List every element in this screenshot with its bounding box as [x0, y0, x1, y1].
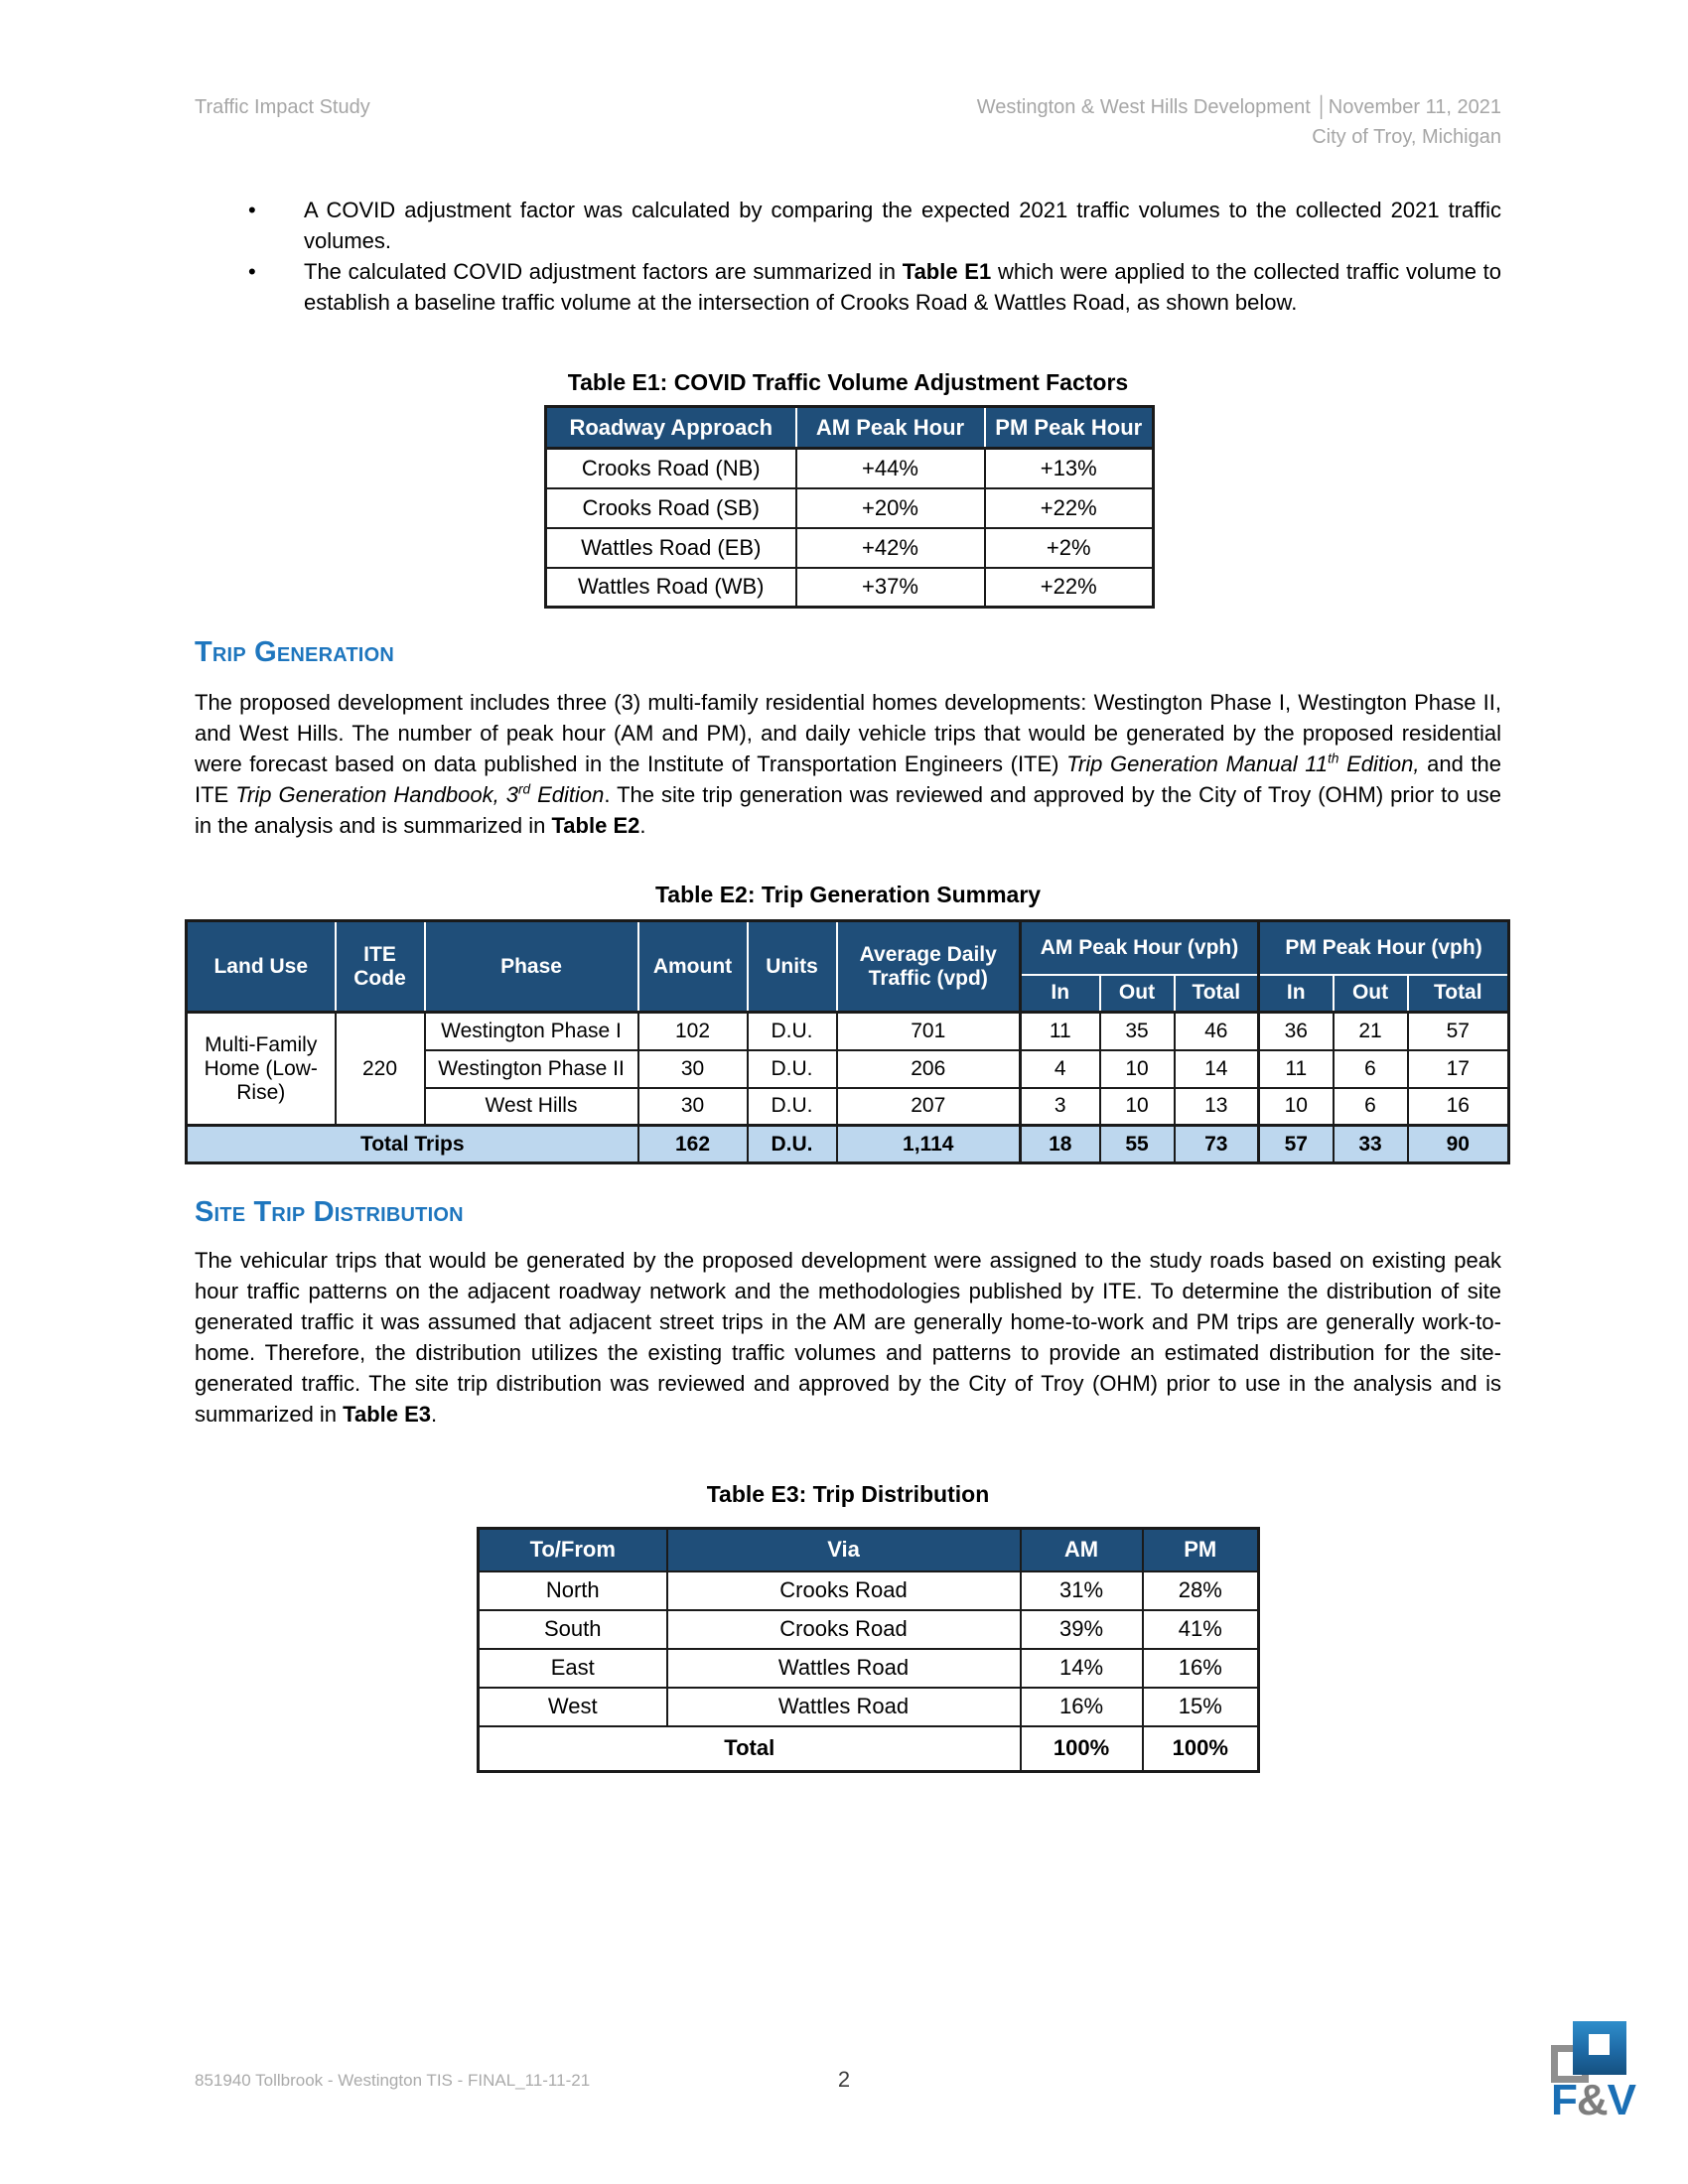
table-cell: 18 [1021, 1126, 1100, 1163]
fv-logo [1551, 2021, 1654, 2130]
footer-file-label: 851940 Tollbrook - Westington TIS - FINAL_11-11-21 [195, 2071, 591, 2090]
table-cell: D.U. [748, 1126, 837, 1163]
text-segment: . The site trip generation was reviewed and approved by the City of Troy (OHM) prior to use in the analysis and is summarized in [195, 782, 1501, 838]
table-row [546, 528, 1154, 568]
table-cell: 41% [1143, 1610, 1259, 1649]
table-cell: West [479, 1688, 667, 1726]
text-segment: Table E1 [902, 259, 992, 284]
text-segment: th [1328, 751, 1339, 766]
text-segment: Edition, [1338, 751, 1420, 776]
bullet-item [195, 256, 1501, 318]
column-header: Out [1334, 975, 1408, 1013]
column-group-header-am: AM Peak Hour (vph) [1021, 921, 1259, 975]
page-number: 2 [837, 2067, 851, 2092]
table-cell: 10 [1259, 1088, 1334, 1126]
table-cell: 46 [1175, 1013, 1259, 1050]
text-segment: . [431, 1402, 438, 1427]
table-total-row [187, 1126, 1509, 1163]
column-header: Land Use [187, 921, 336, 1013]
table-e1-title: Table E1: COVID Traffic Volume Adjustment Factors [567, 369, 1129, 395]
table-cell: +44% [796, 449, 985, 488]
logo-ampersand: & [1576, 2076, 1608, 2124]
table-header-row [546, 407, 1154, 449]
logo-square-hole [1589, 2034, 1610, 2055]
table-cell: 102 [638, 1013, 748, 1050]
column-header: PM [1143, 1529, 1259, 1571]
table-cell: Wattles Road [667, 1649, 1021, 1688]
table-cell: 11 [1259, 1050, 1334, 1088]
header-city-line: City of Troy, Michigan [1312, 126, 1501, 148]
logo-text [1551, 2077, 1635, 2124]
table-cell: +13% [985, 449, 1154, 488]
table-cell: North [479, 1571, 667, 1610]
table-cell: Wattles Road (EB) [546, 528, 796, 568]
table-header-row [479, 1529, 1259, 1571]
table-row [546, 568, 1154, 608]
column-header: Units [748, 921, 837, 1013]
page-header [195, 92, 1501, 152]
table-cell: +42% [796, 528, 985, 568]
table-cell: 15% [1143, 1688, 1259, 1726]
table-cell: 57 [1259, 1126, 1334, 1163]
table-cell: 701 [837, 1013, 1021, 1050]
table-cell: 4 [1021, 1050, 1100, 1088]
text-segment: rd [517, 781, 531, 797]
bullet-item [195, 195, 1501, 256]
text-segment: The calculated COVID adjustment factors are summarized in [304, 259, 903, 284]
table-cell: Westington Phase II [425, 1050, 638, 1088]
text-segment: Edition [530, 782, 605, 807]
table-cell: 3 [1021, 1088, 1100, 1126]
table-row [479, 1649, 1259, 1688]
table-cell: 1,114 [837, 1126, 1021, 1163]
column-group-header-pm: PM Peak Hour (vph) [1259, 921, 1509, 975]
column-header: Out [1100, 975, 1175, 1013]
column-header: PM Peak Hour [985, 407, 1154, 449]
table-cell: Crooks Road (NB) [546, 449, 796, 488]
text-segment: and the ITE [195, 751, 1502, 807]
table-e2-title: Table E2: Trip Generation Summary [654, 882, 1042, 907]
table-cell: Wattles Road (WB) [546, 568, 796, 608]
table-cell: 10 [1100, 1088, 1175, 1126]
column-header: ITE Code [336, 921, 425, 1013]
table-row [546, 488, 1154, 528]
text-segment: which were applied to the collected traffic volume to establish a baseline traffic volume at the intersection of Crooks Road & Wattles Road, as shown below. [304, 259, 1501, 315]
paragraph-trip-generation [195, 687, 1501, 841]
table-cell: 21 [1334, 1013, 1408, 1050]
table-cell: Wattles Road [667, 1688, 1021, 1726]
table-cell: Crooks Road [667, 1610, 1021, 1649]
section-heading-site-trip-distribution: Site Trip Distribution [195, 1196, 464, 1228]
table-cell: 36 [1259, 1013, 1334, 1050]
table-cell: 90 [1408, 1126, 1509, 1163]
logo-letter-v: V [1607, 2076, 1636, 2124]
logo-letter-f: F [1551, 2076, 1577, 2124]
table-cell: 6 [1334, 1050, 1408, 1088]
table-cell: 39% [1021, 1610, 1143, 1649]
column-header: To/From [479, 1529, 667, 1571]
text-segment: . [639, 813, 646, 838]
column-header: Total [1175, 975, 1259, 1013]
table-cell: 33 [1334, 1126, 1408, 1163]
table-cell: 17 [1408, 1050, 1509, 1088]
table-cell: 10 [1100, 1050, 1175, 1088]
section-heading-trip-generation: Trip Generation [195, 636, 394, 668]
header-project-line: Westington & West Hills Development │November 11, 2021 [976, 96, 1501, 118]
table-cell: +20% [796, 488, 985, 528]
paragraph-site-trip-distribution [195, 1245, 1501, 1430]
table-cell: 206 [837, 1050, 1021, 1088]
table-cell: East [479, 1649, 667, 1688]
logo-square-blue [1573, 2021, 1626, 2075]
column-header: In [1021, 975, 1100, 1013]
table-e1 [544, 405, 1155, 609]
column-header: Average Daily Traffic (vpd) [837, 921, 1021, 1013]
table-cell: South [479, 1610, 667, 1649]
table-cell: +37% [796, 568, 985, 608]
table-cell: 14 [1175, 1050, 1259, 1088]
table-cell: +22% [985, 488, 1154, 528]
table-cell: 207 [837, 1088, 1021, 1126]
land-use-cell: Multi-Family Home (Low-Rise) [187, 1013, 336, 1126]
table-row [546, 449, 1154, 488]
table-cell: 16 [1408, 1088, 1509, 1126]
total-label-cell: Total Trips [187, 1126, 638, 1163]
table-cell: Westington Phase I [425, 1013, 638, 1050]
table-cell: 73 [1175, 1126, 1259, 1163]
table-cell: 16% [1021, 1688, 1143, 1726]
table-cell: 162 [638, 1126, 748, 1163]
table-row [479, 1610, 1259, 1649]
table-cell: D.U. [748, 1050, 837, 1088]
column-header: Phase [425, 921, 638, 1013]
table-cell: D.U. [748, 1013, 837, 1050]
table-cell: +22% [985, 568, 1154, 608]
table-cell: 30 [638, 1050, 748, 1088]
text-segment: The proposed development includes three (3) multi-family residential homes developments: Westington Phase I, Westington Phase II, and West Hills. The number of peak hour (AM and PM), and daily vehicle trips that would be generated by the proposed residential were forecast based on data published in the Institute of Transportation Engineers (ITE) [195, 690, 1501, 776]
table-cell: 11 [1021, 1013, 1100, 1050]
column-header: In [1259, 975, 1334, 1013]
table-cell: 100% [1021, 1726, 1143, 1772]
text-segment: Table E3 [343, 1402, 432, 1427]
table-e3-title: Table E3: Trip Distribution [706, 1481, 990, 1507]
table-row [479, 1688, 1259, 1726]
column-header: Total [1408, 975, 1509, 1013]
table-e3 [477, 1527, 1260, 1773]
column-header: AM [1021, 1529, 1143, 1571]
table-cell: 31% [1021, 1571, 1143, 1610]
table-total-row [479, 1726, 1259, 1772]
text-segment: The vehicular trips that would be generated by the proposed development were assigned to the study roads based on existing peak hour traffic patterns on the adjacent roadway network and the methodologies published by ITE. To determine the distribution of site generated traffic it was assumed that adjacent street trips in the AM are generally home-to-work and PM trips are generally work-to-home. Therefore, the distribution utilizes the existing traffic volumes and patterns to provide an estimated distribution for the site-generated traffic. The site trip distribution was reviewed and approved by the City of Troy (OHM) prior to use in the analysis and is summarized in [195, 1248, 1501, 1427]
text-segment: A COVID adjustment factor was calculated by comparing the expected 2021 traffic volumes to the collected 2021 traffic volumes. [304, 198, 1501, 253]
table-cell: 13 [1175, 1088, 1259, 1126]
table-cell: D.U. [748, 1088, 837, 1126]
column-header: Amount [638, 921, 748, 1013]
table-cell: 6 [1334, 1088, 1408, 1126]
total-label-cell: Total [479, 1726, 1021, 1772]
column-header: Via [667, 1529, 1021, 1571]
text-segment: Trip Generation Handbook, 3 [235, 782, 518, 807]
table-cell: 30 [638, 1088, 748, 1126]
text-segment: Trip Generation Manual 11 [1066, 751, 1329, 776]
column-header: Roadway Approach [546, 407, 796, 449]
column-header: AM Peak Hour [796, 407, 985, 449]
table-row [479, 1571, 1259, 1610]
table-header-row [187, 921, 1509, 975]
table-row [187, 1013, 1509, 1050]
text-segment: Table E2 [551, 813, 640, 838]
table-cell: West Hills [425, 1088, 638, 1126]
header-right-block [977, 92, 1501, 152]
table-cell: 14% [1021, 1649, 1143, 1688]
table-cell: 16% [1143, 1649, 1259, 1688]
table-cell: +2% [985, 528, 1154, 568]
table-cell: 57 [1408, 1013, 1509, 1050]
bullet-list [195, 195, 1501, 318]
header-doc-title: Traffic Impact Study [195, 96, 370, 118]
table-e2 [185, 919, 1510, 1164]
ite-code-cell: 220 [336, 1013, 425, 1126]
table-cell: Crooks Road (SB) [546, 488, 796, 528]
table-cell: 100% [1143, 1726, 1259, 1772]
table-cell: Crooks Road [667, 1571, 1021, 1610]
table-cell: 55 [1100, 1126, 1175, 1163]
table-cell: 35 [1100, 1013, 1175, 1050]
table-cell: 28% [1143, 1571, 1259, 1610]
